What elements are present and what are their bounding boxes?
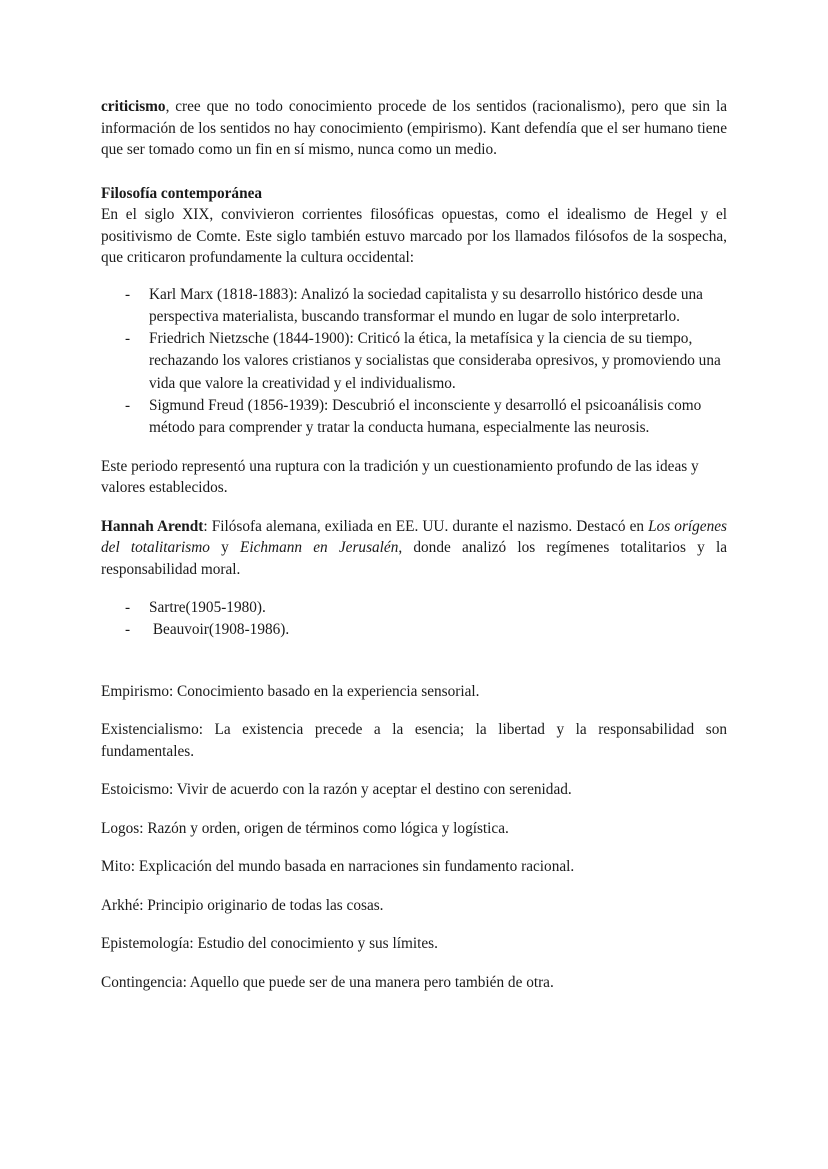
list-item-text: Karl Marx (1818-1883): Analizó la sociedad capitalista y su desarrollo histórico desde una perspectiva materialista, buscando transformar el mundo en lugar de solo interpretarlo. — [149, 285, 703, 325]
arendt-text: , donde analizó los regímenes totalitarios y la responsabilidad moral. — [101, 539, 727, 578]
intro-paragraph — [101, 96, 727, 161]
glossary-entry: Contingencia: Aquello que puede ser de una manera pero también de otra. — [101, 973, 554, 991]
glossary-entry: Logos: Razón y orden, origen de términos como lógica y logística. — [101, 819, 509, 837]
intro-text: , cree que no todo conocimiento procede de los sentidos (racionalismo), pero que sin la información de los sentidos no hay conocimiento (empirismo). Kant defendía que el ser humano tiene que ser tomado como un fin en sí mismo, nunca como un medio. — [101, 98, 727, 158]
dash-bullet: - — [125, 599, 131, 617]
glossary-entry: Existencialismo: La existencia precede a la esencia; la libertad y la responsabilidad son fundamentales. — [101, 721, 727, 760]
philosophers-list — [101, 284, 727, 440]
list-item — [101, 395, 727, 440]
list-item — [101, 328, 727, 395]
arendt-paragraph — [101, 516, 727, 581]
list-item-text: Beauvoir(1908-1986). — [149, 621, 290, 639]
arendt-text: : Filósofa alemana, exiliada en EE. UU. durante el nazismo. Destacó en — [203, 517, 649, 535]
dash-bullet: - — [125, 396, 131, 414]
arendt-name: Hannah Arendt — [101, 517, 204, 535]
document-page — [101, 96, 727, 993]
term-criticismo: criticismo — [101, 98, 166, 115]
list-item — [101, 619, 727, 641]
section-heading: Filosofía contemporánea — [101, 184, 263, 202]
list-item — [101, 597, 727, 619]
glossary — [101, 681, 727, 994]
dash-bullet: - — [125, 285, 131, 303]
book-title: Los orígenes del totalitarismo — [101, 517, 727, 557]
glossary-entry: Mito: Explicación del mundo basada en narraciones sin fundamento racional. — [101, 858, 575, 876]
glossary-entry: Estoicismo: Vivir de acuerdo con la razón y aceptar el destino con serenidad. — [101, 781, 572, 799]
list-item-text: Sartre(1905-1980). — [149, 599, 266, 617]
glossary-entry: Epistemología: Estudio del conocimiento y sus límites. — [101, 935, 438, 953]
summary-paragraph: Este periodo representó una ruptura con la tradición y un cuestionamiento profundo de las ideas y valores establecidos. — [101, 457, 699, 497]
list-item — [101, 284, 727, 329]
glossary-entry: Empirismo: Conocimiento basado en la experiencia sensorial. — [101, 682, 480, 700]
book-title: Eichmann en Jerusalén — [240, 539, 399, 557]
glossary-entry: Arkhé: Principio originario de todas las cosas. — [101, 896, 384, 914]
dash-bullet: - — [125, 621, 131, 639]
existentialists-list — [101, 597, 727, 642]
list-item-text: Friedrich Nietzsche (1844-1900): Criticó la ética, la metafísica y la ciencia de su tiempo, rechazando los valores cristianos y socialistas que consideraba opresivos, y promoviendo una vida que valore la creatividad y el individualismo. — [149, 330, 721, 392]
section-paragraph: En el siglo XIX, convivieron corrientes filosóficas opuestas, como el idealismo de Hegel y el positivismo de Comte. Este siglo también estuvo marcado por los llamados filósofos de la sospecha, que criticaron profundamente la cultura occidental: — [101, 206, 727, 266]
dash-bullet: - — [125, 330, 131, 348]
list-item-text: Sigmund Freud (1856-1939): Descubrió el inconsciente y desarrolló el psicoanálisis como método para comprender y tratar la conducta humana, especialmente las neurosis. — [149, 396, 702, 437]
arendt-text: y — [209, 539, 241, 557]
